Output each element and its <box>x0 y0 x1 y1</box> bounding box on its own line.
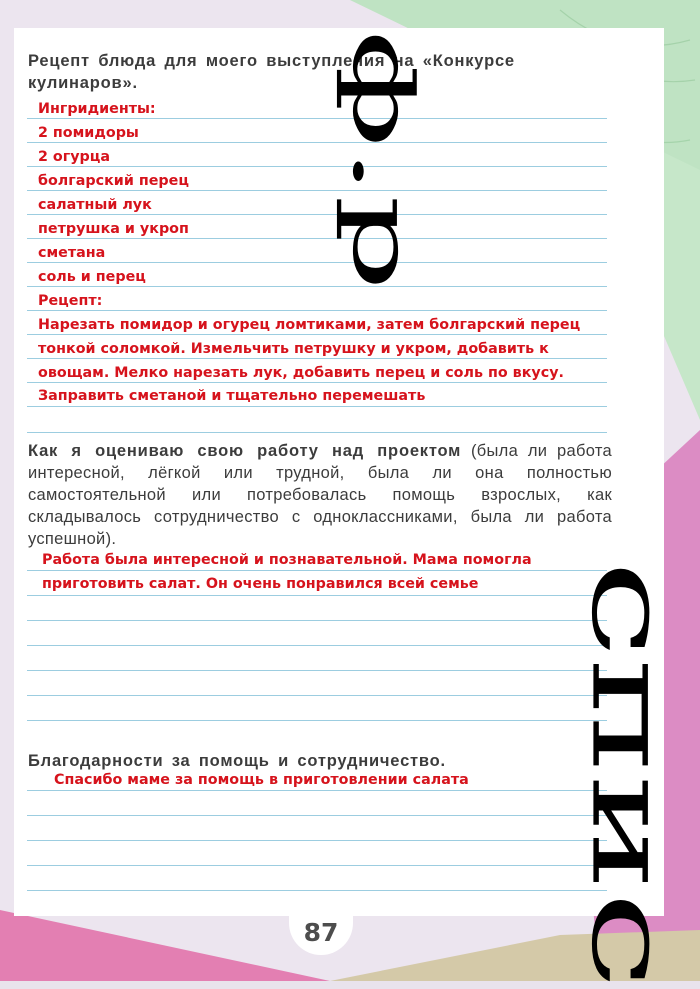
ruled-line <box>27 670 607 671</box>
ruled-line <box>27 166 607 167</box>
ruled-line <box>27 620 607 621</box>
watermark-top: ф.р <box>334 30 430 292</box>
ruled-line <box>27 262 607 263</box>
ruled-line <box>27 720 607 721</box>
ruled-line <box>27 645 607 646</box>
ruled-line <box>27 890 607 891</box>
thanks-heading-text: Благодарности за помощь и сотрудничество. <box>28 752 446 770</box>
evaluation-answer-line: Работа была интересной и познавательной. Мама помогла <box>42 552 532 568</box>
ruled-line <box>27 865 607 866</box>
recipe-answer-line: сметана <box>38 245 106 261</box>
recipe-heading-line2: кулинаров». <box>28 74 138 92</box>
recipe-answer-line: 2 помидоры <box>38 125 139 141</box>
recipe-answer-line: Нарезать помидор и огурец ломтиками, затем болгарский перец <box>38 317 581 333</box>
thanks-answer-line: Спасибо маме за помощь в приготовлении салата <box>54 772 469 788</box>
recipe-answer-line: Заправить сметаной и тщательно перемешать <box>38 388 426 404</box>
ruled-line <box>27 695 607 696</box>
recipe-answer-line: Ингридиенты: <box>38 101 156 117</box>
recipe-answer-line: петрушка и укроп <box>38 221 189 237</box>
evaluation-heading <box>28 440 612 550</box>
ruled-line <box>27 815 607 816</box>
recipe-answer-line: Рецепт: <box>38 293 103 309</box>
ruled-line <box>27 432 607 433</box>
ruled-line <box>27 310 607 311</box>
recipe-answer-line: овощам. Мелко нарезать лук, добавить перец и соль по вкусу. <box>38 365 564 381</box>
page-number: 87 <box>303 918 339 947</box>
watermark-bottom: спис <box>568 560 690 989</box>
recipe-answer-line: соль и перец <box>38 269 146 285</box>
ruled-line <box>27 840 607 841</box>
recipe-heading <box>28 50 612 94</box>
recipe-heading-line1: Рецепт блюда для моего выступления на «Конкурсе <box>28 52 515 70</box>
evaluation-answer-line: приготовить салат. Он очень понравился всей семье <box>42 576 479 592</box>
evaluation-heading-text: (была ли работа интересной, лёгкой или трудной, была ли она полностью самостоятельной или потребовалась помощь взрослых, как складывалось сотрудничество с одноклассниками, была ли работа успешной). <box>28 442 612 548</box>
recipe-answer-line: болгарский перец <box>38 173 189 189</box>
recipe-answer-line: тонкой соломкой. Измельчить петрушку и укром, добавить к <box>38 341 549 357</box>
recipe-answer-line: 2 огурца <box>38 149 111 165</box>
evaluation-heading-bold: Как я оцениваю свою работу над проектом <box>28 442 462 460</box>
recipe-answer-line: салатный лук <box>38 197 152 213</box>
